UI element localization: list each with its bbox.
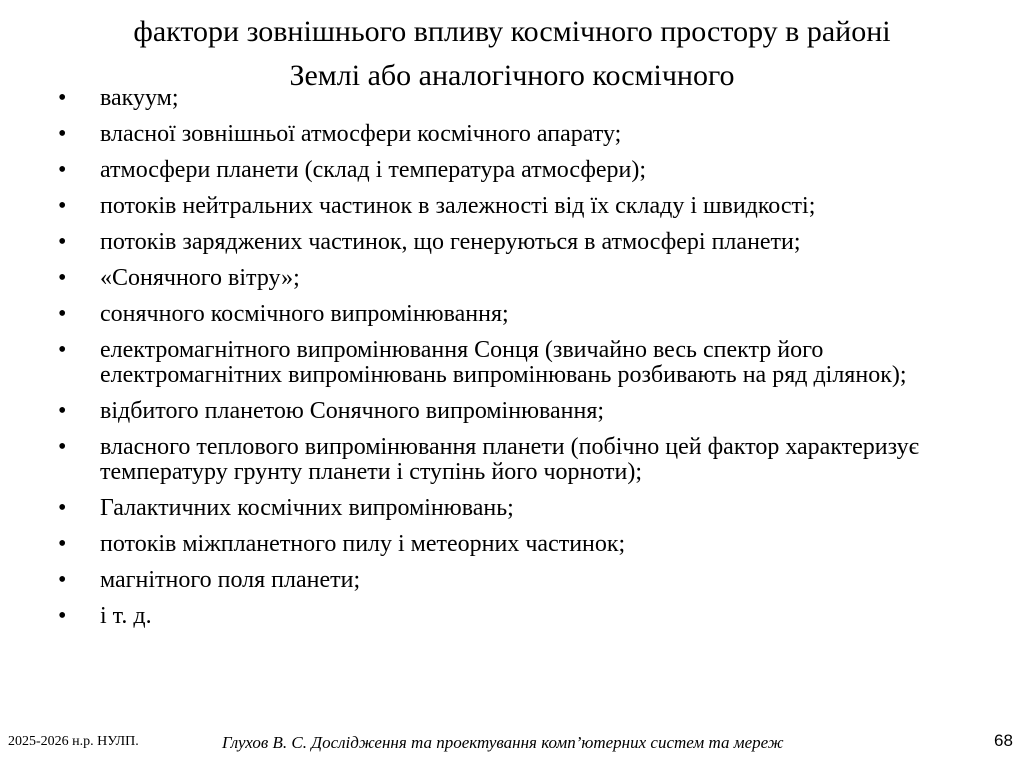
list-item xyxy=(54,604,994,629)
bullet-icon: • xyxy=(58,157,67,183)
list-item-text: власної зовнішньої атмосфери космічного апарату; xyxy=(100,121,622,147)
list-item xyxy=(54,532,994,557)
bullet-icon: • xyxy=(58,398,67,424)
page-number: 68 xyxy=(994,731,1013,750)
list-item xyxy=(54,122,994,147)
list-item-text: потоків міжпланетного пилу і метеорних частинок; xyxy=(100,531,626,557)
list-item xyxy=(54,158,994,183)
bullet-icon: • xyxy=(58,567,67,593)
list-item-text: власного теплового випромінювання планети (побічно цей фактор характеризує температуру грунту планети і ступінь його чорноти); xyxy=(100,434,919,485)
list-item xyxy=(54,496,994,521)
bullet-icon: • xyxy=(58,603,67,629)
list-item xyxy=(54,435,994,485)
list-item-text: Галактичних космічних випромінювань; xyxy=(100,495,514,521)
bullet-icon: • xyxy=(58,229,67,255)
slide-title-line-1: фактори зовнішнього впливу космічного простору в районі xyxy=(133,15,891,48)
list-item-text: атмосфери планети (склад і температура атмосфери); xyxy=(100,157,647,183)
list-item-text: відбитого планетою Сонячного випромінювання; xyxy=(100,398,605,424)
bullet-icon: • xyxy=(58,495,67,521)
bullet-icon: • xyxy=(58,121,67,147)
list-item xyxy=(54,399,994,424)
list-item-text: сонячного космічного випромінювання; xyxy=(100,301,509,327)
slide-title xyxy=(40,10,984,98)
list-item-text: магнітного поля планети; xyxy=(100,567,361,593)
bullet-icon: • xyxy=(58,434,67,460)
list-item xyxy=(54,568,994,593)
bullet-icon: • xyxy=(58,193,67,219)
footer-course-title: Глухов В. С. Дослідження та проектування комп’ютерних систем та мереж xyxy=(222,733,784,752)
list-item-text: «Сонячного вітру»; xyxy=(100,265,300,291)
list-item xyxy=(54,302,994,327)
list-item xyxy=(54,338,994,388)
list-item-text: потоків нейтральних частинок в залежності від їх складу і швидкості; xyxy=(100,193,816,219)
bullet-icon: • xyxy=(58,531,67,557)
list-item xyxy=(54,86,994,111)
footer-academic-year: 2025-2026 н.р. НУЛП. xyxy=(8,734,139,749)
list-item xyxy=(54,194,994,219)
list-item-text: потоків заряджених частинок, що генеруються в атмосфері планети; xyxy=(100,229,801,255)
list-item xyxy=(54,266,994,291)
list-item xyxy=(54,230,994,255)
bullet-icon: • xyxy=(58,301,67,327)
bullet-icon: • xyxy=(58,85,67,111)
bullet-icon: • xyxy=(58,265,67,291)
slide-title-line-2: Землі або аналогічного космічного xyxy=(289,59,735,92)
list-item-text: електромагнітного випромінювання Сонця (звичайно весь спектр його електромагнітних випромінювань випромінювань розбивають на ряд ділянок); xyxy=(100,337,907,388)
list-item-text: і т. д. xyxy=(100,603,152,629)
bullet-icon: • xyxy=(58,337,67,363)
list-item-text: вакуум; xyxy=(100,85,179,111)
factor-list xyxy=(54,86,994,640)
